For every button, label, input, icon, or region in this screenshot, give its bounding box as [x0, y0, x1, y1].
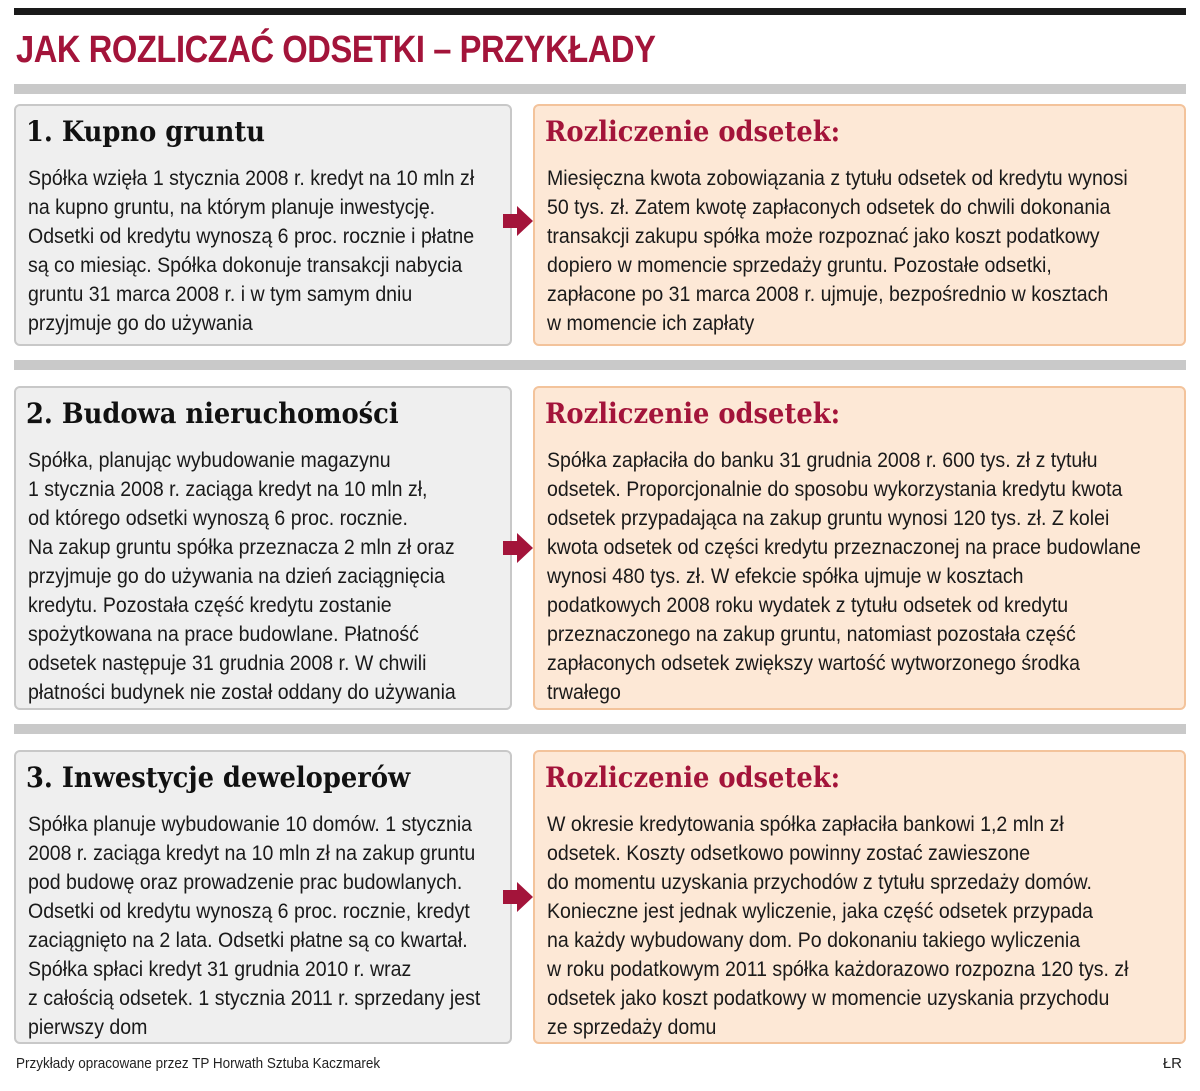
text-line: na każdy wybudowany dom. Po dokonaniu takiego wyliczenia: [547, 929, 1081, 952]
example-2-box: [14, 386, 512, 710]
text-line: zapłaconych odsetek zwiększy wartość wytworzonego środka: [547, 652, 1080, 675]
text-line: kwota odsetek od części kredytu przeznaczonej na prace budowlane: [547, 536, 1141, 559]
text-line: w momencie ich zapłaty: [547, 312, 755, 335]
settlement-description: [547, 446, 1186, 707]
text-line: transakcji zakupu spółka może rozpoznać jako koszt podatkowy: [547, 225, 1100, 248]
text-line: zaciągnięto na 2 lata. Odsetki płatne są co kwartał.: [28, 929, 468, 952]
text-line: przyjmuje go do używania na dzień zaciągnięcia: [28, 565, 445, 588]
text-line: pod budowę oraz prowadzenie prac budowlanych.: [28, 871, 463, 894]
text-line: do momentu uzyskania przychodów z tytułu sprzedaży domów.: [547, 871, 1092, 894]
example-description: [28, 164, 508, 338]
top-rule: [14, 8, 1186, 15]
text-line: Spółka wzięła 1 stycznia 2008 r. kredyt na 10 mln zł: [28, 167, 475, 190]
example-title: 3. Inwestycje deweloperów: [26, 761, 411, 794]
section-divider: [14, 724, 1186, 734]
text-line: pierwszy dom: [28, 1016, 148, 1039]
settlement-title: Rozliczenie odsetek:: [545, 115, 841, 148]
text-line: 1 stycznia 2008 r. zaciąga kredyt na 10 mln zł,: [28, 478, 428, 501]
text-line: spożytkowana na prace budowlane. Płatność: [28, 623, 419, 646]
text-line: Na zakup gruntu spółka przeznacza 2 mln zł oraz: [28, 536, 455, 559]
text-line: dopiero w momencie sprzedaży gruntu. Pozostałe odsetki,: [547, 254, 1052, 277]
arrow-right-icon: [503, 880, 533, 914]
text-line: są co miesiąc. Spółka dokonuje transakcji nabycia: [28, 254, 463, 277]
text-line: wynosi 480 tys. zł. W efekcie spółka ujmuje w kosztach: [547, 565, 1024, 588]
text-line: z całością odsetek. 1 stycznia 2011 r. sprzedany jest: [28, 987, 481, 1010]
settlement-description: [547, 164, 1171, 338]
text-line: w roku podatkowym 2011 spółka każdorazowo rozpozna 120 tys. zł: [547, 958, 1129, 981]
example-title: 2. Budowa nieruchomości: [26, 397, 399, 430]
author-initials: ŁR: [1162, 1055, 1182, 1072]
text-line: Spółka, planując wybudowanie magazynu: [28, 449, 391, 472]
text-line: 2008 r. zaciąga kredyt na 10 mln zł na zakup gruntu: [28, 842, 476, 865]
text-line: przeznaczonego na zakup gruntu, natomiast pozostała część: [547, 623, 1076, 646]
text-line: gruntu 31 marca 2008 r. i w tym samym dniu: [28, 283, 413, 306]
section-divider: [14, 360, 1186, 370]
text-line: odsetek przypadająca na zakup gruntu wynosi 120 tys. zł. Z kolei: [547, 507, 1110, 530]
text-line: Konieczne jest jednak wyliczenie, jaka część odsetek przypada: [547, 900, 1094, 923]
settlement-1-box: [533, 104, 1186, 346]
text-line: odsetek jako koszt podatkowy w momencie uzyskania przychodu: [547, 987, 1110, 1010]
arrow-right-icon: [503, 531, 533, 565]
text-line: odsetek następuje 31 grudnia 2008 r. W chwili: [28, 652, 427, 675]
text-line: płatności budynek nie został oddany do używania: [28, 681, 456, 704]
text-line: Spółka zapłaciła do banku 31 grudnia 2008 r. 600 tys. zł z tytułu: [547, 449, 1098, 472]
settlement-title: Rozliczenie odsetek:: [545, 397, 841, 430]
text-line: zapłacone po 31 marca 2008 r. ujmuje, bezpośrednio w kosztach: [547, 283, 1109, 306]
text-line: 50 tys. zł. Zatem kwotę zapłaconych odsetek do chwili dokonania: [547, 196, 1111, 219]
text-line: kredytu. Pozostała część kredytu zostanie: [28, 594, 392, 617]
text-line: Spółka spłaci kredyt 31 grudnia 2010 r. wraz: [28, 958, 412, 981]
text-line: Odsetki od kredytu wynoszą 6 proc. rocznie, kredyt: [28, 900, 470, 923]
text-line: na kupno gruntu, na którym planuje inwestycję.: [28, 196, 436, 219]
settlement-3-box: [533, 750, 1186, 1044]
text-line: Odsetki od kredytu wynoszą 6 proc. rocznie i płatne: [28, 225, 475, 248]
text-line: Miesięczna kwota zobowiązania z tytułu odsetek od kredytu wynosi: [547, 167, 1128, 190]
source-note: Przykłady opracowane przez TP Horwath Sztuba Kaczmarek: [16, 1055, 381, 1072]
example-description: [28, 810, 514, 1042]
arrow-right-icon: [503, 204, 533, 238]
settlement-2-box: [533, 386, 1186, 710]
text-line: podatkowych 2008 roku wydatek z tytułu odsetek od kredytu: [547, 594, 1069, 617]
example-title: 1. Kupno gruntu: [26, 115, 265, 148]
example-description: [28, 446, 488, 707]
settlement-title: Rozliczenie odsetek:: [545, 761, 841, 794]
text-line: Spółka planuje wybudowanie 10 domów. 1 stycznia: [28, 813, 473, 836]
section-divider: [14, 84, 1186, 94]
page-title: JAK ROZLICZAĆ ODSETKI – PRZYKŁADY: [16, 29, 656, 71]
text-line: trwałego: [547, 681, 621, 704]
text-line: przyjmuje go do używania: [28, 312, 253, 335]
text-line: ze sprzedaży domu: [547, 1016, 717, 1039]
text-line: odsetek. Koszty odsetkowo powinny zostać zawieszone: [547, 842, 1031, 865]
settlement-description: [547, 810, 1172, 1042]
text-line: W okresie kredytowania spółka zapłaciła bankowi 1,2 mln zł: [547, 813, 1064, 836]
example-3-box: [14, 750, 512, 1044]
text-line: od którego odsetki wynoszą 6 proc. rocznie.: [28, 507, 408, 530]
example-1-box: [14, 104, 512, 346]
text-line: odsetek. Proporcjonalnie do sposobu wykorzystania kredytu kwota: [547, 478, 1123, 501]
